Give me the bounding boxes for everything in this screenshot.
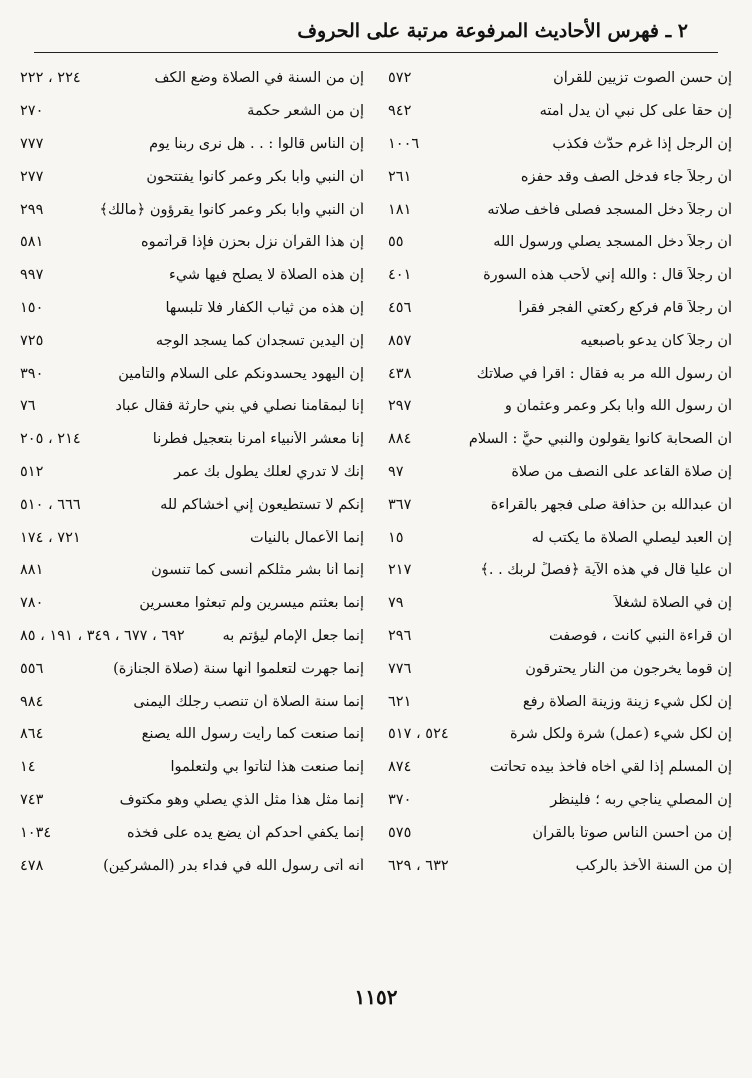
index-entry [20,292,364,325]
right-column [388,62,732,942]
page-header: ٢ ـ فهرس الأحاديث المرفوعة مرتبة على الحروف [297,20,688,42]
hadith-text: إن الرجل إذا غرم حدَّث فكذب [552,135,732,152]
left-column [20,62,364,942]
index-entry [20,226,364,259]
hadith-text: إن هذه من ثياب الكفار فلا تلبسها [165,299,364,316]
index-entry [20,620,364,653]
hadith-text: إنما سنة الصلاة أن تنصب رجلك اليمنى [133,693,364,710]
page-refs: ٩٤٢ [388,103,412,120]
index-entry [388,849,732,882]
page-refs: ٢٩٧ [388,398,412,415]
index-entry [388,718,732,751]
page-refs: ٥٧٥ [388,824,412,841]
hadith-text: أن الصحابة كانوا يقولون والنبي حيٌّ : السلام [468,431,732,448]
index-entry [388,652,732,685]
hadith-text: إنما الأعمال بالنيات [249,529,364,546]
index-entry [20,784,364,817]
page-refs: ٥٧٢ [388,70,412,87]
hadith-text: أن رجلاً جاء فدخل الصف وقد حفزه [520,168,732,185]
index-entry [20,324,364,357]
hadith-text: إنكم لا تستطيعون إني أخشاكم لله [160,496,364,513]
index-entry [388,128,732,161]
index-entry [388,62,732,95]
index-entry [20,62,364,95]
hadith-text: إن اليدين تسجدان كما يسجد الوجه [155,332,364,349]
index-entry [20,193,364,226]
index-entry [388,193,732,226]
hadith-text: إن المصلي يناجي ربه ؛ فلينظر [550,791,732,808]
index-entry [388,357,732,390]
page-refs: ٧٢١ ، ١٧٤ [20,529,81,546]
index-entry [388,554,732,587]
page-refs: ٥١٢ [20,463,44,480]
hadith-text: إنا لبمقامنا نصلي في بني حارثة فقال عباد [115,398,364,415]
page-refs: ١٥ [388,529,404,546]
page-refs: ١٠٣٤ [20,824,52,841]
page-refs: ١٨١ [388,201,412,218]
hadith-text: إن اليهود يحسدونكم على السلام والتأمين [118,365,364,382]
page-refs: ٤٧٨ [20,857,44,874]
hadith-text: إن لكل شيء (عمل) شرة ولكل شرة [509,726,732,743]
hadith-text: أن رجلاً دخل المسجد يصلي ورسول الله [493,234,732,251]
header-rule [34,52,718,53]
index-entry [388,587,732,620]
hadith-text: أن رجلاً دخل المسجد فصلى فأخف صلاته [487,201,732,218]
hadith-text: إن حسن الصوت تزيين للقرآن [553,70,732,87]
index-entry [388,620,732,653]
index-entry [388,456,732,489]
hadith-text: أن قراءة النبي كانت ، فوصفت [549,627,732,644]
hadith-text: إنك لا تدري لعلك يطول بك عمر [174,463,364,480]
index-entry [20,652,364,685]
index-entry [388,324,732,357]
page-refs: ٥٥٦ [20,660,44,677]
hadith-text: إن حقاً على كل نبي أن يدل أمته [539,103,732,120]
index-entry [388,292,732,325]
page-refs: ٥٨١ [20,234,44,251]
page-refs: ٣٩٠ [20,365,44,382]
page-refs: ٧٩ [388,595,404,612]
hadith-text: أن رجلاً قال : والله إني لأحب هذه السورة [483,267,732,284]
hadith-text: إن المسلم إذا لقي أخاه فأخذ بيده تحاتت [489,759,732,776]
index-entry [20,390,364,423]
page-refs: ٣٦٧ [388,496,412,513]
page-refs: ٢٩٦ [388,627,412,644]
hadith-text: إن هذا القرآن نزل بحزن فإذا قرأتموه [141,234,364,251]
index-entry [388,160,732,193]
hadith-text: إنما أنا بشر مثلكم أنسى كما تنسون [151,562,364,579]
hadith-text: إن هذه الصلاة لا يصلح فيها شيء [169,267,364,284]
page-refs: ٦٦٦ ، ٥١٠ [20,496,81,513]
page-refs: ٢١٧ [388,562,412,579]
hadith-text: إنما بعثتم ميسرين ولم تبعثوا معسرين [139,595,364,612]
index-entry [20,423,364,456]
hadith-text: أن رجلاً كان يدعو بأصبعيه [580,332,732,349]
index-entry [20,95,364,128]
index-entry [388,95,732,128]
index-entry [388,488,732,521]
page-refs: ٢٦١ [388,168,412,185]
hadith-text: إنما صنعت كما رأيت رسول الله يصنع [141,726,364,743]
hadith-text: أن رجلاً قام فركع ركعتي الفجر فقرأ [518,299,732,316]
page-refs: ١٥٠ [20,299,44,316]
index-entry [388,390,732,423]
page-refs: ٤٠١ [388,267,412,284]
index-entry [20,587,364,620]
hadith-text: إنما يكفي أحدكم أن يضع يده على فخذه [126,824,364,841]
hadith-text: إن في الصلاة لشغلاً [614,595,732,612]
page-refs: ٦٢١ [388,693,412,710]
hadith-text: أنه أتى رسول الله في فداء بدر (المشركين) [103,857,364,874]
page-refs: ٩٧ [388,463,404,480]
page-refs: ٧٧٧ [20,135,44,152]
index-entry [20,357,364,390]
page-refs: ٥٢٤ ، ٥١٧ [388,726,449,743]
hadith-text: إنما جهرت لتعلموا أنها سنة (صلاة الجنازة) [113,660,364,677]
page-refs: ٧٢٥ [20,332,44,349]
page-refs: ٧٦ [20,398,36,415]
hadith-text: إن من السنة في الصلاة وضع الكف [154,70,364,87]
hadith-text: إنما جعل الإمام ليؤتم به [222,627,364,644]
page-refs: ٢٧٧ [20,168,44,185]
page-refs: ٢١٤ ، ٢٠٥ [20,431,81,448]
index-entry [20,521,364,554]
hadith-text: إن صلاة القاعد على النصف من صلاة [511,463,732,480]
hadith-text: إنما مثل هذا مثل الذي يصلي وهو مكتوف [119,791,364,808]
index-entry [388,816,732,849]
page-refs: ٢٢٤ ، ٢٢٢ [20,70,81,87]
index-entry [388,751,732,784]
hadith-text: إن العبد ليصلي الصلاة ما يكتب له [531,529,732,546]
index-entry [388,259,732,292]
index-entry [20,849,364,882]
hadith-text: إنا معشر الأنبياء أمرنا بتعجيل فطرنا [152,431,364,448]
page-refs: ١٠٠٦ [388,135,420,152]
index-entry [388,226,732,259]
page-refs: ٨٥٧ [388,332,412,349]
index-entry [388,423,732,456]
hadith-text: إن من السنة الأخذ بالركب [575,857,732,874]
page-refs: ٣٧٠ [388,791,412,808]
page-number: ١١٥٢ [354,985,398,1009]
index-columns [20,62,732,942]
index-entry [20,751,364,784]
page-refs: ٧٤٣ [20,791,44,808]
hadith-text: إن لكل شيء زينة وزينة الصلاة رفع [522,693,732,710]
index-entry [20,685,364,718]
hadith-text: إن من أحسن الناس صوتاً بالقرآن [532,824,732,841]
index-entry [20,718,364,751]
index-entry [388,685,732,718]
hadith-text: أن رسول الله مر به فقال : اقرأ في صلاتك [476,365,732,382]
page-refs: ٥٥ [388,234,404,251]
page-refs: ١٤ [20,759,36,776]
index-entry [20,816,364,849]
hadith-text: أن علياً قال في هذه الآية ﴿فصلِّ لربك . .﴾ [480,562,732,579]
index-entry [20,456,364,489]
hadith-text: إنما صنعت هذا لتأتوا بي ولتعلموا [170,759,364,776]
hadith-text: إن قوماً يخرجون من النار يحترقون [525,660,732,677]
page-refs: ٤٥٦ [388,299,412,316]
page-refs: ٤٣٨ [388,365,412,382]
page-refs: ٢٧٠ [20,103,44,120]
hadith-text: أن النبي وأبا بكر وعمر كانوا يقرؤون ﴿مالك﴾ [99,201,364,218]
hadith-text: أن رسول الله وأبا بكر وعمر وعثمان و [504,398,732,415]
page-refs: ٦٩٢ ، ٦٧٧ ، ٣٤٩ ، ١٩١ ، ٨٥ [20,627,185,644]
page-refs: ٨٨٤ [388,431,412,448]
index-entry [20,128,364,161]
page-refs: ٧٧٦ [388,660,412,677]
page-refs: ٨٦٤ [20,726,44,743]
page-refs: ٨٨١ [20,562,44,579]
index-entry [388,521,732,554]
page-refs: ٨٧٤ [388,759,412,776]
hadith-text: أن عبدالله بن حذافة صلى فجهر بالقراءة [490,496,732,513]
page-refs: ٩٩٧ [20,267,44,284]
page-refs: ٢٩٩ [20,201,44,218]
index-entry [20,488,364,521]
page-refs: ٧٨٠ [20,595,44,612]
hadith-text: أن النبي وأبا بكر وعمر كانوا يفتتحون [146,168,364,185]
page-refs: ٦٣٢ ، ٦٢٩ [388,857,449,874]
index-entry [20,259,364,292]
hadith-text: إن الناس قالوا : . . هل نرى ربنا يوم [149,135,364,152]
hadith-text: إن من الشعر حكمة [247,103,364,120]
page-refs: ٩٨٤ [20,693,44,710]
index-entry [388,784,732,817]
index-entry [20,554,364,587]
index-entry [20,160,364,193]
